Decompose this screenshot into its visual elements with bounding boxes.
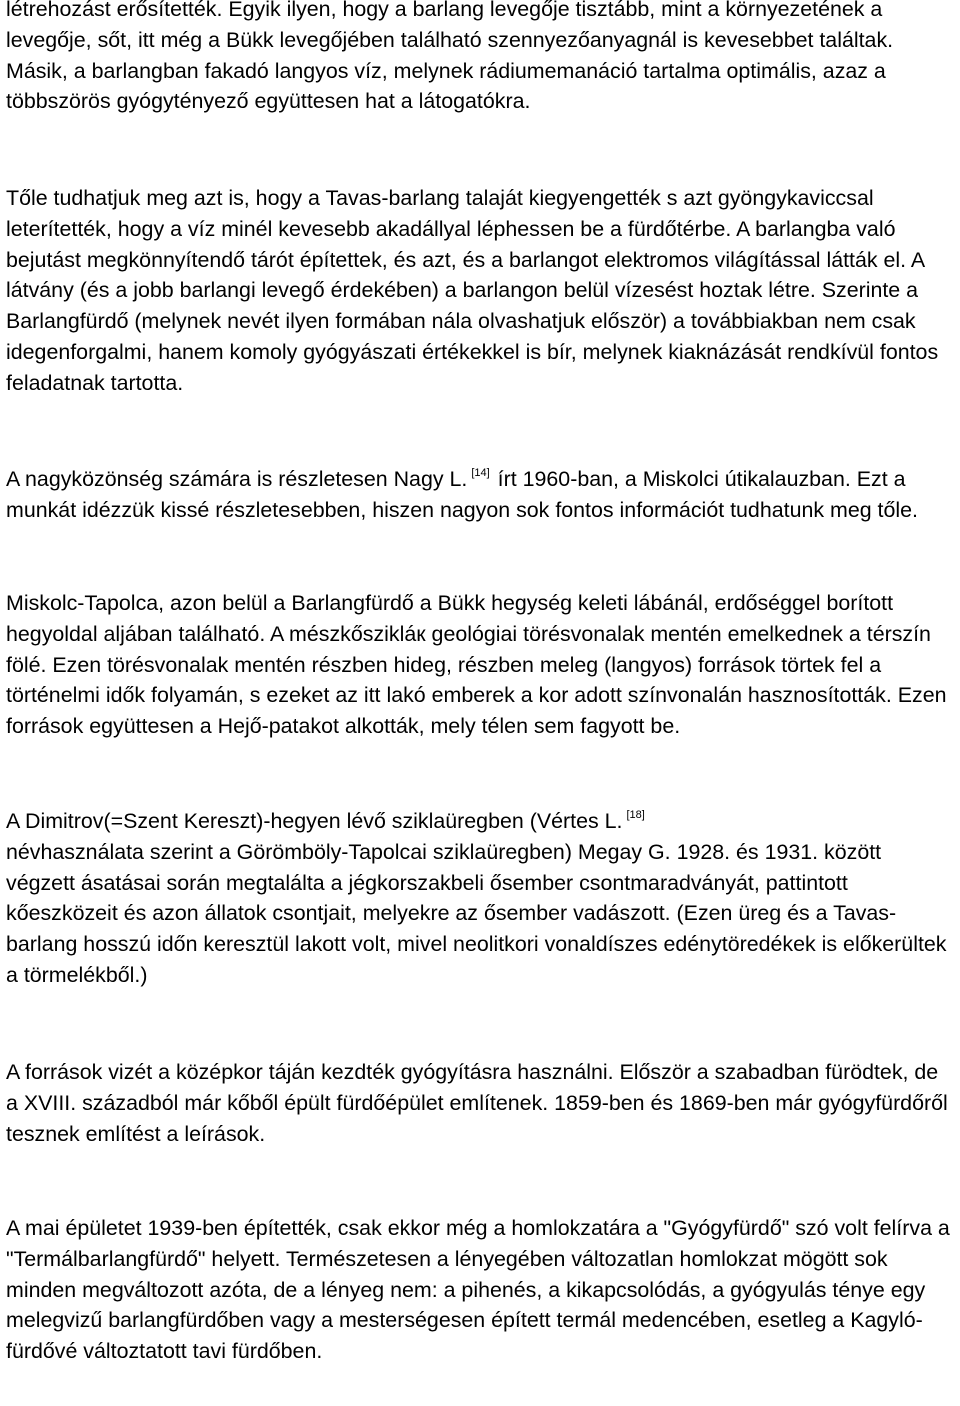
paragraph-building: A mai épületet 1939-ben építették, csak ekkor még a homlokzatára a "Gyógyfürdő" szó volt felírva a "Termálbarlangfürdő" helyett. Természetesen a lényegében változatlan homlokzat mögött sok minden megváltozott azóta, de a lényeg nem: a pihenés, a kikapcsolódás, a gyógyulás ténye egy melegvizű barlangfürdőben vagy a mesterségesen épített termál medencében, esetleg a Kagyló-fürdővé változtatott tavi fürdőben. <box>6 1216 950 1364</box>
paragraph-cave-improvements: Tőle tudhatjuk meg azt is, hogy a Tavas-barlang talaját kiegyengették s azt gyöngykaviccsal leterítették, hogy a víz minél kevesebb akadállyal léphessen be a fürdőtérbe. A barlangba való bejutást megkönnyítendő tárót építettek, és azt, és a barlangot elektromos világítással látták el. A látvány (és a jobb barlangi levegő érdekében) a barlangon belül vízesést hoztak létre. Szerinte a Barlangfürdő (melynek nevét ilyen formában nála olvashatjuk először) a továbbiakban nem csak idegenforgalmi, hanem komoly gyógyászati értékekkel is bír, melynek kiaknázását rendkívül fontos feladatnak tartotta. <box>6 186 939 395</box>
paragraph-nagy-guide <box>6 464 956 526</box>
paragraph-text: A Dimitrov(=Szent Kereszt)-hegyen lévő sziklaüregben (Vértes L. <box>6 809 623 833</box>
paragraph-text: írt 1960-ban, a Miskolci útikalauzban. Ezt a munkát idézzük kissé részletesebben, hiszen nagyon sok fontos információt tudhatunk meg tőle. <box>6 467 918 522</box>
paragraph-bathing-history: A források vizét a középkor táján kezdték gyógyításra használni. Először a szabadban fürödtek, de a XVIII. századból már kőből épült fürdőépület említenek. 1859-ben és 1869-ben már gyógyfürdőről tesznek említést a leírások. <box>6 1060 948 1146</box>
paragraph-geology: Miskolc-Tapolca, azon belül a Barlangfürdő a Bükk hegység keleti lábánál, erdőséggel borított hegyoldal aljában található. A mészkőszikláк geológiai törésvonalak mentén emelkednek a térszín fölé. Ezen törésvonalak mentén részben hideg, részben meleg (langyos) források törtek fel a történelmi idők folyamán, s ezeket az itt lakó emberek a kor adott színvonalán hasznosították. Ezen források együttesen a Hejő-patakot alkották, mely télen sem fagyott be. <box>6 591 947 739</box>
citation-reference: [14] <box>471 467 490 479</box>
paragraph-text: A nagyközönség számára is részletesen Nagy L. <box>6 467 468 491</box>
paragraph-text: névhasználata szerint a Görömböly-Tapolcai sziklaüregben) Megay G. 1928. és 1931. között végzett ásatásai során megtalálta a jégkorszakbeli ősember csontmaradványát, pattintott kőeszközeit és azon állatok csontjait, melyekre az ősember vadászott. (Ezen üreg és a Tavas-barlang hosszú időn keresztül lakott volt, mivel neolitkori vonaldíszes edénytöredékek is előkerültek a törmelékből.) <box>6 839 947 987</box>
paragraph-archaeology <box>6 806 956 991</box>
paragraph-health-benefits: létrehozást erősítették. Egyik ilyen, hogy a barlang levegője tisztább, mint a környezetének a levegője, sőt, itt még a Bükk levegőjében található szennyezőanyagnál is kevesebbet találtak. Másik, a barlangban fakadó langyos víz, melynek rádiumemanáció tartalma optimális, azaz a többszörös gyógytényező együttesen hat a látogatókra. <box>6 0 894 114</box>
citation-reference: [18] <box>626 809 645 821</box>
